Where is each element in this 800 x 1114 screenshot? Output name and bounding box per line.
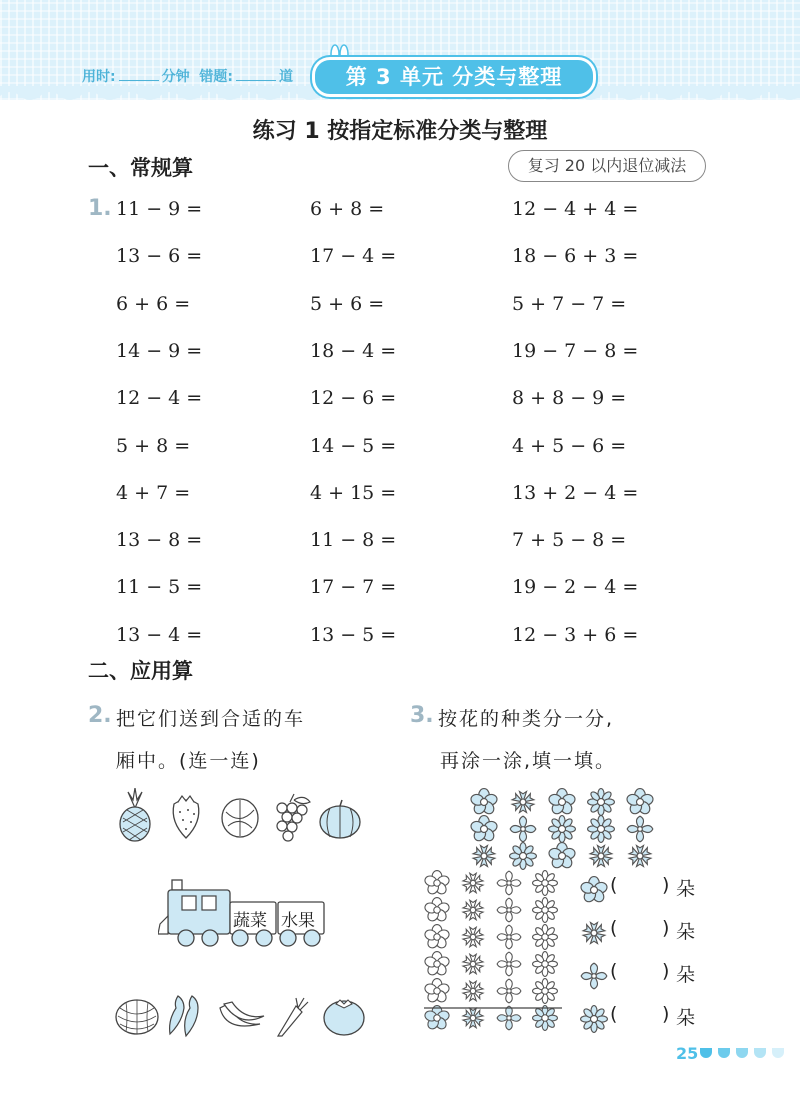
footer-dot: [718, 1048, 730, 1058]
time-blank[interactable]: [119, 68, 159, 81]
answer-unit: 朵: [676, 964, 696, 986]
five-petal-flower-icon: [580, 876, 608, 908]
arithmetic-problem[interactable]: 11 − 9 =: [116, 198, 203, 220]
arithmetic-problem[interactable]: 12 − 4 + 4 =: [512, 198, 639, 220]
answer-blank[interactable]: [624, 960, 660, 984]
tomato-icon[interactable]: [322, 996, 366, 1036]
arithmetic-problem[interactable]: 4 + 7 =: [116, 481, 191, 504]
arithmetic-problem[interactable]: 12 − 4 =: [116, 387, 203, 410]
daisy-flower-icon[interactable]: [532, 870, 558, 900]
answer-close-paren: ): [662, 960, 670, 982]
errors-blank[interactable]: [236, 68, 276, 81]
arithmetic-problem[interactable]: 13 − 5 =: [310, 623, 397, 646]
answer-unit: 朵: [676, 921, 696, 943]
arithmetic-problem[interactable]: 17 − 4 =: [310, 245, 397, 268]
answer-close-paren: ): [662, 1003, 670, 1025]
q3-text-line2: 再涂一涂,填一填。: [440, 750, 617, 772]
timer-line: [82, 66, 293, 86]
q3-text-line1: 按花的种类分一分,: [438, 708, 615, 730]
footer-dot: [736, 1048, 748, 1058]
four-petal-flower-icon[interactable]: [496, 978, 522, 1008]
arithmetic-problem[interactable]: 14 − 5 =: [310, 434, 397, 457]
page-number: 25: [676, 1044, 699, 1063]
grid-baseline: [424, 1006, 562, 1010]
arithmetic-problem[interactable]: 6 + 8 =: [310, 198, 385, 220]
star-flower-icon[interactable]: [460, 924, 486, 954]
q2-text-line1: 把它们送到合适的车: [116, 708, 306, 730]
unit-badge: 第 3 单元 分类与整理: [312, 57, 596, 97]
arithmetic-problem[interactable]: 19 − 7 − 8 =: [512, 339, 639, 362]
arithmetic-problem[interactable]: 4 + 15 =: [310, 481, 397, 504]
four-petal-flower-icon[interactable]: [496, 870, 522, 900]
arithmetic-problem[interactable]: 13 + 2 − 4 =: [512, 481, 639, 504]
footer-dot: [772, 1048, 784, 1058]
question-number-3: 3.: [410, 703, 434, 728]
arithmetic-problem[interactable]: 13 − 4 =: [116, 623, 203, 646]
daisy-flower-icon: [580, 1005, 608, 1037]
footer-dot: [700, 1048, 712, 1058]
strawberry-icon[interactable]: [166, 794, 206, 840]
star-flower-icon[interactable]: [460, 870, 486, 900]
four-petal-flower-icon[interactable]: [496, 951, 522, 981]
banana-icon[interactable]: [216, 998, 266, 1036]
arithmetic-problem[interactable]: 11 − 8 =: [310, 529, 397, 552]
answer-blank[interactable]: [624, 1003, 660, 1027]
five-petal-flower-icon[interactable]: [424, 978, 450, 1008]
question-number-1: 1.: [88, 196, 112, 221]
arithmetic-problem[interactable]: 12 − 3 + 6 =: [512, 623, 639, 646]
pineapple-icon[interactable]: [114, 788, 156, 842]
daisy-flower-icon[interactable]: [532, 951, 558, 981]
errors-unit: 道: [278, 69, 293, 85]
arithmetic-problem[interactable]: 19 − 2 − 4 =: [512, 576, 639, 599]
q2-text-line2: 厢中。(连一连): [116, 750, 261, 772]
car-fruit-label[interactable]: 水果: [281, 911, 315, 931]
star-flower-icon[interactable]: [460, 951, 486, 981]
arithmetic-problem[interactable]: 11 − 5 =: [116, 576, 203, 599]
grapes-icon[interactable]: [268, 792, 314, 842]
arithmetic-problem[interactable]: 8 + 8 − 9 =: [512, 387, 627, 410]
star-flower-icon: [580, 919, 608, 951]
daisy-flower-icon[interactable]: [532, 897, 558, 927]
tip-badge: 复习 20 以内退位减法: [508, 150, 706, 182]
five-petal-flower-icon[interactable]: [424, 870, 450, 900]
arithmetic-problem[interactable]: 18 − 4 =: [310, 339, 397, 362]
arithmetic-problem[interactable]: 18 − 6 + 3 =: [512, 245, 639, 268]
arithmetic-problem[interactable]: 6 + 6 =: [116, 292, 191, 315]
daisy-flower-icon[interactable]: [532, 924, 558, 954]
arithmetic-problem[interactable]: 12 − 6 =: [310, 387, 397, 410]
arithmetic-problem[interactable]: 14 − 9 =: [116, 339, 203, 362]
pumpkin-icon[interactable]: [318, 798, 362, 840]
arithmetic-problem[interactable]: 5 + 8 =: [116, 434, 191, 457]
answer-close-paren: ): [662, 874, 670, 896]
page-title: 练习 1 按指定标准分类与整理: [252, 119, 548, 144]
answer-blank[interactable]: [624, 874, 660, 898]
pepper-icon[interactable]: [164, 992, 208, 1038]
four-petal-flower-icon[interactable]: [496, 897, 522, 927]
answer-unit: 朵: [676, 1007, 696, 1029]
five-petal-flower-icon[interactable]: [424, 924, 450, 954]
answer-blank[interactable]: [624, 917, 660, 941]
answer-close-paren: ): [662, 917, 670, 939]
question-number-2: 2.: [88, 703, 112, 728]
arithmetic-problem[interactable]: 5 + 6 =: [310, 292, 385, 315]
star-flower-icon[interactable]: [460, 897, 486, 927]
star-flower-icon: [626, 842, 654, 874]
time-label: 用时:: [82, 69, 116, 85]
car-vegetable-label[interactable]: 蔬菜: [233, 911, 267, 931]
star-flower-icon[interactable]: [460, 978, 486, 1008]
four-petal-flower-icon: [580, 962, 608, 994]
arithmetic-problem[interactable]: 17 − 7 =: [310, 576, 397, 599]
daisy-flower-icon[interactable]: [532, 978, 558, 1008]
section-heading-1: 一、常规算: [88, 156, 193, 180]
five-petal-flower-icon[interactable]: [424, 951, 450, 981]
answer-open-paren: (: [610, 874, 618, 896]
footer-dot: [754, 1048, 766, 1058]
answer-unit: 朵: [676, 878, 696, 900]
answer-open-paren: (: [610, 960, 618, 982]
four-petal-flower-icon[interactable]: [496, 924, 522, 954]
answer-open-paren: (: [610, 917, 618, 939]
carrot-icon[interactable]: [272, 996, 310, 1038]
time-unit: 分钟: [161, 69, 190, 85]
errors-label: 错题:: [199, 69, 233, 85]
arithmetic-problem[interactable]: 4 + 5 − 6 =: [512, 434, 627, 457]
answer-open-paren: (: [610, 1003, 618, 1025]
arithmetic-problem[interactable]: 7 + 5 − 8 =: [512, 529, 627, 552]
arithmetic-problem[interactable]: 13 − 8 =: [116, 529, 203, 552]
five-petal-flower-icon[interactable]: [424, 897, 450, 927]
watermelon-icon[interactable]: [114, 998, 160, 1036]
star-flower-icon: [587, 842, 615, 874]
arithmetic-problem[interactable]: 13 − 6 =: [116, 245, 203, 268]
section-heading-2: 二、应用算: [88, 659, 193, 683]
arithmetic-problem[interactable]: 5 + 7 − 7 =: [512, 292, 627, 315]
cabbage-icon[interactable]: [218, 794, 262, 840]
